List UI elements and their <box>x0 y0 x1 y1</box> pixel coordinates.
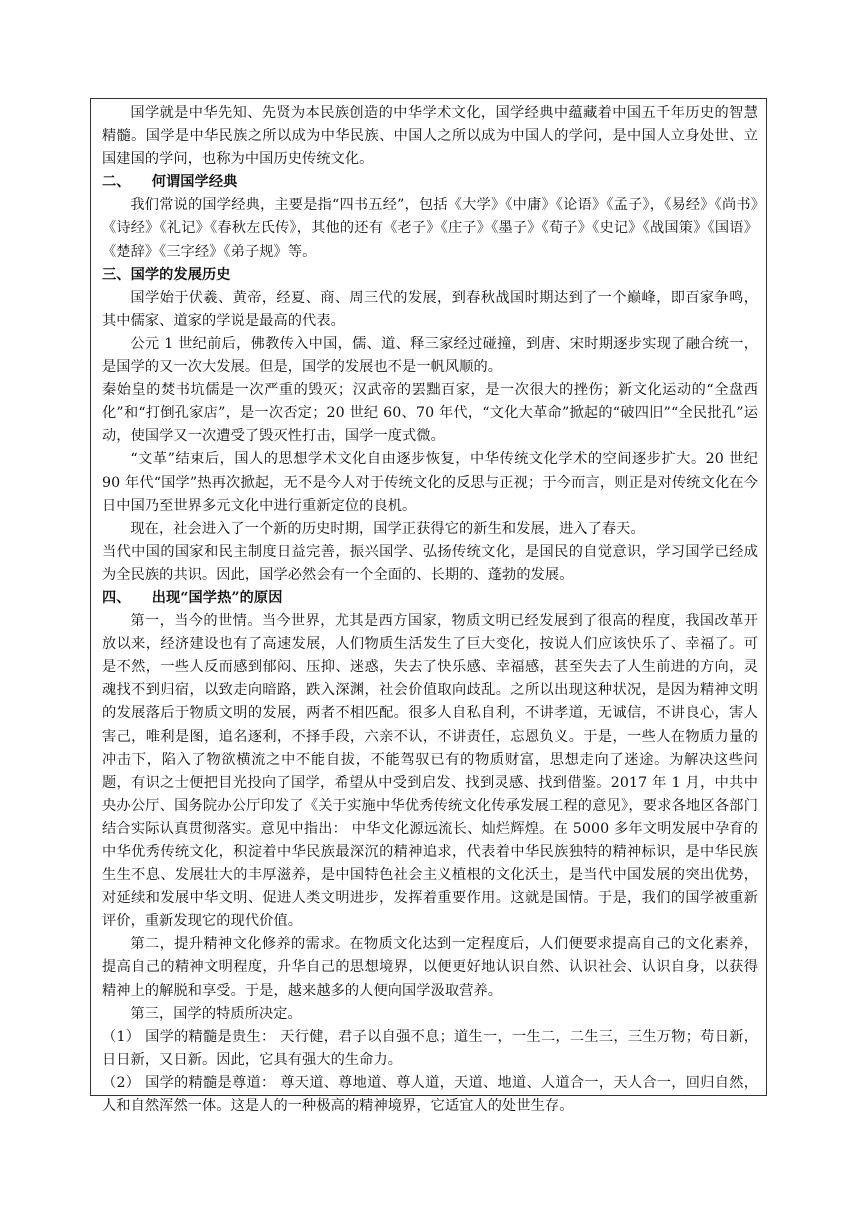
paragraph-history-4: “文革”结束后，国人的思想学术文化自由逐步恢复，中华传统文化学术的空间逐步扩大。20 世纪 90 年代“国学”热再次掀起，无不是今人对于传统文化的反思与正视；于今而言，则正是对传统文化在今日中国乃至世界多元文化中进行重新定位的良机。 <box>102 451 758 514</box>
paragraph-reason-1: 第一，当今的世情。当今世界，尤其是西方国家，物质文明已经发展到了很高的程度，我国改革开放以来，经济建设也有了高速发展，人们物质生活发生了巨大变化，按说人们应该快乐了、幸福了。可是不然，一些人反而感到郁闷、压抑、迷惑，失去了快乐感、幸福感，甚至失去了人生前进的方向，灵魂找不到归宿，以致走向暗路，跌入深渊，社会价值取向歧乱。之所以出现这种状况，是因为精神文明的发展落后于物质文明的发展，两者不相匹配。很多人自私自利，不讲孝道，无诚信，不讲良心，害人害己，唯利是图，追名逐利，不择手段，六亲不认，不讲责任，忘恩负义。于是，一些人在物质力量的冲击下，陷入了物欲横流之中不能自拔，不能驾驭已有的物质财富，思想走向了迷途。为解决这些问题，有识之士便把目光投向了国学，希望从中受到启发、找到灵感、找到借鉴。2017 年 1 月，中共中央办公厅、国务院办公厅印发了《关于实施中华优秀传统文化传承发展工程的意见》，要求各地区各部门结合实际认真贯彻落实。意见中指出： 中华文化源远流长、灿烂辉煌。在 5000 多年文明发展中孕育的中华优秀传统文化，积淀着中华民族最深沉的精神追求，代表着中华民族独特的精神标识，是中华民族生生不息、发展壮大的丰厚滋养，是中国特色社会主义植根的文化沃土，是当代中国发展的突出优势，对延续和发展中华文明、促进人类文明进步，发挥着重要作用。这就是国情。于是，我们的国学被重新评价，重新发现它的现代价值。 <box>102 613 758 930</box>
section-number: 四、 <box>102 589 131 606</box>
paragraph-history-5: 现在，社会进入了一个新的历史时期，国学正获得它的新生和发展，进入了春天。 <box>130 520 645 537</box>
section-title: 三、国学的发展历史 <box>102 266 231 283</box>
intro-paragraph: 国学就是中华先知、先贤为本民族创造的中华学术文化，国学经典中蕴藏着中国五千年历史的智慧精髓。国学是中华民族之所以成为中华民族、中国人之所以成为中国人的学问，是中国人立身处世、立国建国的学问，也称为中国历史传统文化。 <box>102 105 758 168</box>
section-title: 何谓国学经典 <box>151 174 238 191</box>
paragraph-history-3: 秦始皇的焚书坑儒是一次严重的毁灭；汉武帝的罢黜百家，是一次很大的挫伤；新文化运动的“全盘西化”和“打倒孔家店”，是一次否定；20 世纪 60、70 年代，“文化大革命”掀起的“破四旧”“全民批孔”运动，使国学又一次遭受了毁灭性打击，国学一度式微。 <box>102 382 758 445</box>
section-number: 二、 <box>102 174 131 191</box>
paragraph-history-1: 国学始于伏羲、黄帝，经夏、商、周三代的发展，到春秋战国时期达到了一个巅峰，即百家争鸣，其中儒家、道家的学说是最高的代表。 <box>102 289 758 329</box>
paragraph-reason-2: 第二，提升精神文化修养的需求。在物质文化达到一定程度后，人们便要求提高自己的文化素养，提高自己的精神文明程度，升华自己的思想境界，以便更好地认识自然、认识社会、认识自身，以获得精神上的解脱和享受。于是，越来越多的人便向国学汲取营养。 <box>102 936 758 999</box>
section-heading-2 <box>102 171 758 194</box>
section-title: 出现“国学热”的原因 <box>151 589 283 606</box>
list-item-2: （2） 国学的精髓是尊道： 尊天道、尊地道、尊人道，天道、地道、人道合一，天人合一，回归自然，人和自然浑然一体。这是人的一种极高的精神境界，它适宜人的处世生存。 <box>102 1074 758 1115</box>
list-item-1: （1） 国学的精髓是贵生： 天行健，君子以自强不息；道生一，一生二，二生三，三生万物；苟日新，日日新，又日新。因此，它具有强大的生命力。 <box>102 1028 758 1068</box>
paragraph-history-6: 当代中国的国家和民主制度日益完善，振兴国学、弘扬传统文化，是国民的自觉意识，学习国学已经成为全民族的共识。因此，国学必然会有一个全面的、长期的、蓬勃的发展。 <box>102 543 758 583</box>
paragraph-classics: 我们常说的国学经典，主要是指“四书五经”，包括《大学》《中庸》《论语》《孟子》，《易经》《尚书》《诗经》《礼记》《春秋左氏传》，其他的还有《老子》《庄子》《墨子》《荀子》《史记》《战国策》《国语》《楚辞》《三字经》《弟子规》等。 <box>102 197 758 260</box>
section-heading-3 <box>102 264 758 287</box>
document-body <box>102 102 758 1118</box>
section-heading-4 <box>102 587 758 610</box>
paragraph-reason-3: 第三，国学的特质所决定。 <box>130 1005 302 1022</box>
paragraph-history-2: 公元 1 世纪前后，佛教传入中国，儒、道、释三家经过碰撞，到唐、宋时期逐步实现了融合统一，是国学的又一次大发展。但是，国学的发展也不是一帆风顺的。 <box>102 335 758 376</box>
